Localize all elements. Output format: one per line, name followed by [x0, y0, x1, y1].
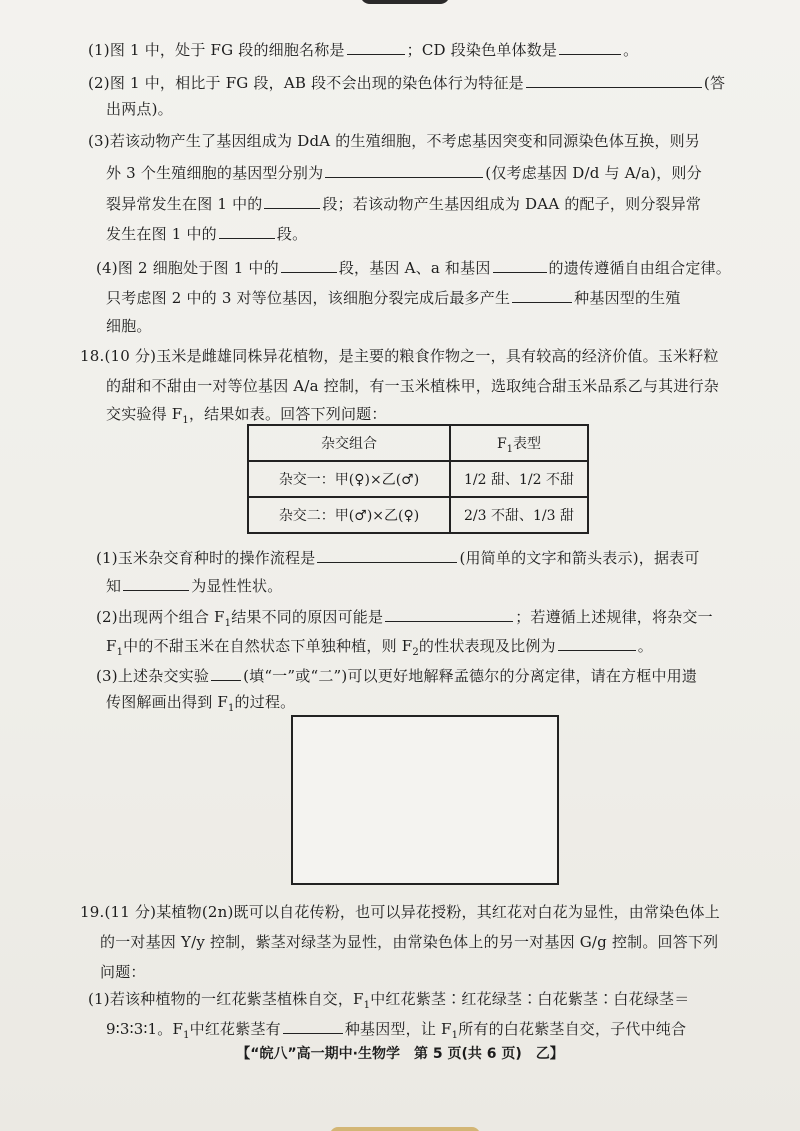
q19-p1-text-b: 中红花紫茎∶红花绿茎∶白花紫茎∶白花绿茎＝	[370, 990, 690, 1008]
q17-p4-text-e: 种基因型的生殖	[574, 289, 681, 307]
q17-p4-text-f: 细胞。	[106, 317, 152, 335]
page-footer: 【“皖八”高一期中·生物学 第 5 页(共 6 页) 乙】	[236, 1046, 564, 1062]
q17-part3-line3	[106, 192, 701, 214]
q17-part4-line3	[106, 316, 152, 336]
q19-intro-line1	[80, 902, 720, 922]
binding-mark-bottom	[330, 1127, 480, 1131]
q18-p2-text-e: 中的不甜玉米在自然状态下单独种植，则 F	[123, 637, 413, 655]
q18-intro-text-3b: ，结果如表。回答下列问题：	[188, 405, 387, 423]
answer-blank[interactable]	[385, 605, 513, 622]
q18-part2-line2	[106, 634, 653, 656]
q17-p1-text-b: ；CD 段染色单体数是	[406, 41, 558, 59]
table-header-row	[248, 425, 588, 461]
q19-p1-text-f: 所有的白花紫茎自交，子代中纯合	[458, 1020, 687, 1038]
q17-part2	[88, 71, 725, 93]
q18-p1-text-b: (用简单的文字和箭头表示)，据表可	[459, 549, 700, 567]
q18-intro-text-3a: 交实验得 F	[106, 405, 183, 423]
answer-blank[interactable]	[325, 161, 483, 178]
subscript: 1	[224, 618, 232, 629]
q17-part3-line4	[106, 222, 307, 244]
q18-intro-text-2: 的甜和不甜由一对等位基因 A/a 控制，有一玉米植株甲，选取纯合甜玉米品系乙与其进行杂	[106, 377, 719, 395]
q18-part1	[96, 546, 700, 568]
q19-intro-text-1: 19.(11 分)某植物(2n)既可以自花传粉，也可以异花授粉，其红花对白花为显性，由常染色体上	[80, 903, 720, 921]
q17-p3-text-a: (3)若该动物产生了基因组成为 DdA 的生殖细胞，不考虑基因突变和同源染色体互换，则另	[88, 132, 701, 150]
q19-intro-text-2: 的一对基因 Y/y 控制，紫茎对绿茎为显性，由常染色体上的另一对基因 G/g 控制。回答下列	[100, 933, 719, 951]
answer-blank[interactable]	[317, 546, 457, 563]
answer-blank[interactable]	[211, 664, 241, 681]
q19-p1-text-c: 9∶3∶3∶1。F	[106, 1020, 184, 1038]
subscript: 1	[227, 703, 235, 714]
q19-intro-line2	[100, 932, 718, 952]
genetic-diagram-answer-box[interactable]	[291, 715, 559, 885]
q17-p3-text-c: (仅考虑基因 D/d 与 A/a)，则分	[485, 164, 702, 182]
q17-p3-text-g: 段。	[276, 225, 308, 243]
answer-blank[interactable]	[123, 574, 189, 591]
q19-p1-text-e: 种基因型，让 F	[344, 1020, 452, 1038]
q19-p1-text-d: 中红花紫茎有	[189, 1020, 281, 1038]
q18-intro-text-1: 18.(10 分)玉米是雌雄同株异花植物，是主要的粮食作物之一，具有较高的经济价值。玉米籽粒	[80, 347, 719, 365]
q17-p2-text-c: 出两点)。	[106, 100, 173, 118]
q17-p3-text-e: 段；若该动物产生基因组成为 DAA 的配子，则分裂异常	[322, 195, 702, 213]
table-cell: 2/3 不甜、1/3 甜	[450, 497, 588, 533]
q18-intro-line2	[106, 376, 719, 396]
q17-p2-text-b: (答	[703, 74, 726, 92]
q18-p2-text-c: ；若遵循上述规律，将杂交一	[515, 608, 713, 626]
q17-p4-text-c: 的遗传遵循自由组合定律。	[548, 259, 731, 277]
table-cell: 1/2 甜、1/2 不甜	[450, 461, 588, 497]
q18-p1-text-a: (1)玉米杂交育种时的操作流程是	[96, 549, 316, 567]
subscript: 1	[363, 1000, 371, 1011]
q19-intro-text-3: 问题：	[100, 963, 146, 981]
q18-p3-text-c: 传图解画出得到 F	[106, 693, 228, 711]
header-phenotype-label: 表型	[513, 436, 542, 452]
cross-results-table	[247, 424, 589, 534]
q17-p4-text-d: 只考虑图 2 中的 3 对等位基因，该细胞分裂完成后最多产生	[106, 289, 511, 307]
subscript: 1	[506, 443, 514, 455]
subscript: 1	[182, 415, 189, 426]
q18-intro-line3	[106, 404, 387, 424]
q18-p2-text-b: 结果不同的原因可能是	[231, 608, 384, 626]
q17-part4	[96, 256, 731, 278]
table-header-cell	[248, 425, 450, 461]
q18-p2-text-d: F	[106, 637, 117, 655]
answer-blank[interactable]	[512, 286, 572, 303]
answer-blank[interactable]	[283, 1017, 343, 1034]
table-cell: 杂交一：甲(♀)×乙(♂)	[248, 461, 450, 497]
q18-p1-text-c: 知	[106, 577, 122, 595]
table-row	[248, 497, 588, 533]
q18-p3-text-b: (填“一”或“二”)可以更好地解释孟德尔的分离定律，请在方框中用遗	[243, 667, 698, 685]
q17-p1-text-a: (1)图 1 中，处于 FG 段的细胞名称是	[88, 41, 345, 59]
answer-blank[interactable]	[559, 38, 621, 55]
q17-p4-text-a: (4)图 2 细胞处于图 1 中的	[96, 259, 279, 277]
table-row	[248, 461, 588, 497]
q18-p2-text-a: (2)出现两个组合 F	[96, 608, 225, 626]
table-header-cell	[450, 425, 588, 461]
subscript: 1	[116, 647, 124, 658]
q18-part3-line2	[106, 692, 295, 712]
answer-blank[interactable]	[264, 192, 320, 209]
q18-p1-text-d: 为显性性状。	[191, 577, 283, 595]
q19-p1-text-a: (1)若该种植物的一红花紫茎植株自交，F	[88, 990, 364, 1008]
q17-part1	[88, 38, 638, 60]
q17-p3-text-b: 外 3 个生殖细胞的基因型分别为	[106, 164, 324, 182]
answer-blank[interactable]	[526, 71, 702, 88]
q19-part1-line2	[106, 1017, 686, 1039]
q19-part1	[88, 989, 689, 1009]
q17-p3-text-f: 发生在图 1 中的	[106, 225, 217, 243]
answer-blank[interactable]	[219, 222, 275, 239]
subscript: 1	[451, 1030, 459, 1041]
q18-p3-text-d: 的过程。	[234, 693, 296, 711]
q18-intro-line1	[80, 346, 719, 366]
header-f-label: F	[496, 436, 507, 452]
q19-intro-line3	[100, 962, 146, 982]
q17-p4-text-b: 段，基因 A、a 和基因	[338, 259, 491, 277]
header-combo-label: 杂交组合	[321, 436, 377, 452]
q17-part3	[88, 131, 700, 151]
q18-part3	[96, 664, 697, 686]
q17-p3-text-d: 裂异常发生在图 1 中的	[106, 195, 263, 213]
table-cell: 杂交二：甲(♂)×乙(♀)	[248, 497, 450, 533]
q17-part2-cont	[106, 99, 173, 119]
answer-blank[interactable]	[281, 256, 337, 273]
subscript: 2	[412, 647, 419, 658]
subscript: 1	[183, 1030, 190, 1041]
answer-blank[interactable]	[493, 256, 547, 273]
q18-part1-line2	[106, 574, 282, 596]
binding-mark-top	[360, 0, 450, 4]
answer-blank[interactable]	[347, 38, 405, 55]
q17-p2-text-a: (2)图 1 中，相比于 FG 段，AB 段不会出现的染色体行为特征是	[88, 74, 524, 92]
q18-p2-text-f: 的性状表现及比例为	[418, 637, 556, 655]
q17-part4-line2	[106, 286, 681, 308]
q18-p3-text-a: (3)上述杂交实验	[96, 667, 210, 685]
q17-p1-text-c: 。	[623, 41, 639, 59]
q18-part2	[96, 605, 713, 627]
q18-p2-text-g: 。	[637, 637, 653, 655]
q17-part3-line2	[106, 161, 702, 183]
answer-blank[interactable]	[558, 634, 636, 651]
